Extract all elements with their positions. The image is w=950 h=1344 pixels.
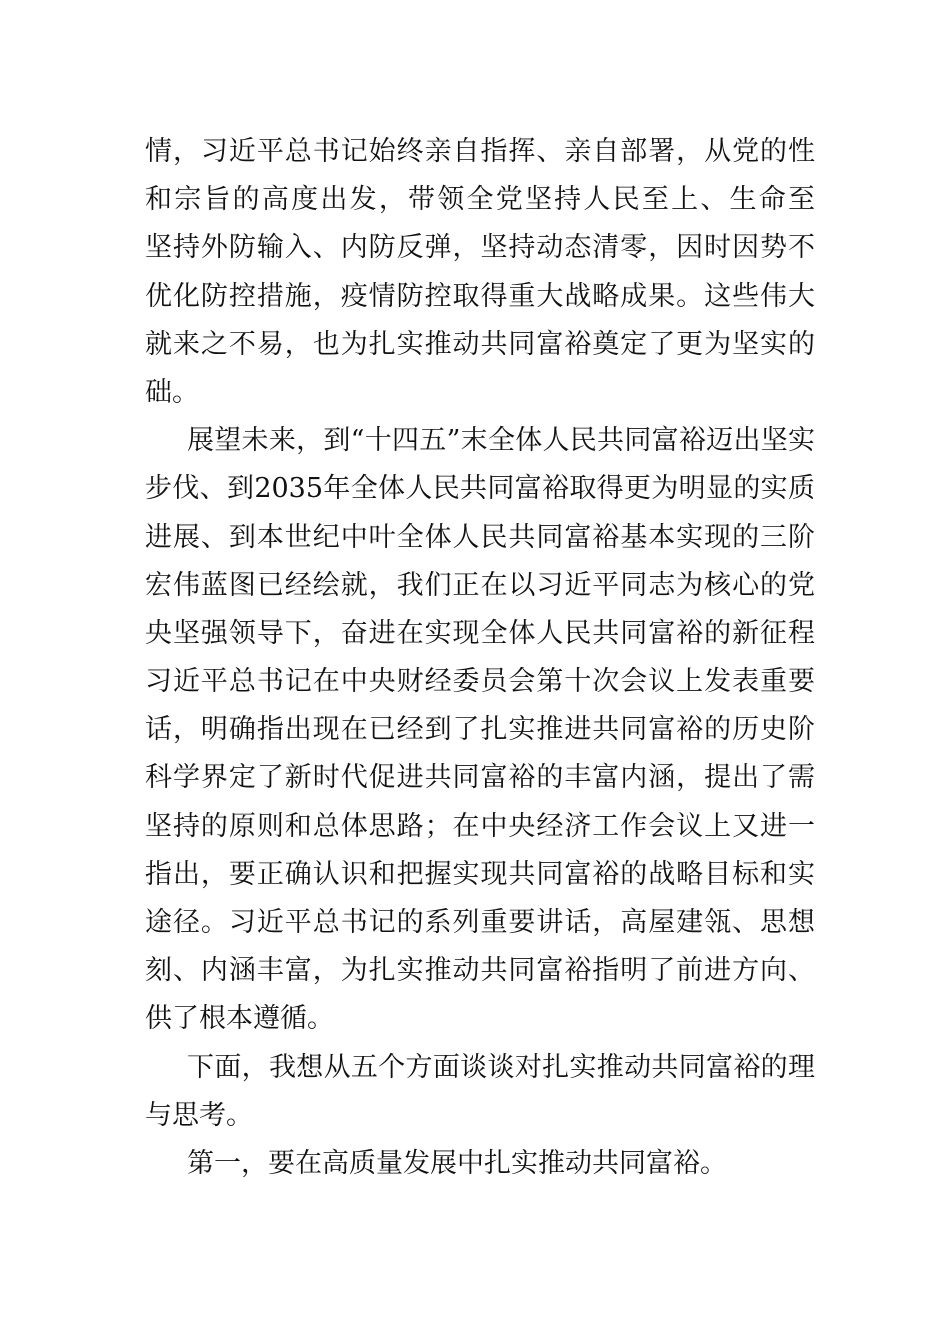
text-line: 下面，我想从五个方面谈谈对扎实推动共同富裕的理 [187,1051,815,1083]
text-line: 央坚强领导下，奋进在实现全体人民共同富裕的新征程 [145,617,815,649]
text-line: 途径。习近平总书记的系列重要讲话，高屋建瓴、思想 [145,907,815,938]
text-line: 情，习近平总书记始终亲自指挥、亲自部署，从党的性 [145,136,815,167]
text-line: 就来之不易，也为扎实推动共同富裕奠定了更为坚实的 [145,328,815,360]
text-line: 展望未来，到“十四五”末全体人民共同富裕迈出坚实 [187,425,815,457]
text-line: 宏伟蓝图已经绘就，我们正在以习近平同志为核心的党 [145,569,815,601]
text-line: 优化防控措施，疫情防控取得重大战略成果。这些伟大 [145,280,815,312]
text-line: 步伐、到2035年全体人民共同富裕取得更为明显的实质 [145,473,815,505]
text-line: 第一，要在高质量发展中扎实推动共同富裕。 [187,1147,727,1179]
text-line: 指出，要正确认识和把握实现共同富裕的战略目标和实 [145,858,815,890]
text-line: 和宗旨的高度出发，带领全党坚持人民至上、生命至 [145,184,815,216]
text-line: 供了根本遵循。 [145,1003,334,1035]
text-line: 习近平总书记在中央财经委员会第十次会议上发表重要 [145,666,815,698]
text-line: 进展、到本世纪中叶全体人民共同富裕基本实现的三阶 [145,521,815,553]
text-line: 础。 [145,376,199,408]
text-line: 刻、内涵丰富，为扎实推动共同富裕指明了前进方向、 [145,955,815,987]
text-line: 坚持的原则和总体思路；在中央经济工作会议上又进一 [145,810,815,842]
text-line: 科学界定了新时代促进共同富裕的丰富内涵，提出了需 [145,762,815,794]
text-line: 话，明确指出现在已经到了扎实推进共同富裕的历史阶 [145,714,815,746]
body-text [145,128,815,1188]
text-line: 坚持外防输入、内防反弹，坚持动态清零，因时因势不 [145,232,815,264]
text-line: 与思考。 [145,1099,253,1131]
